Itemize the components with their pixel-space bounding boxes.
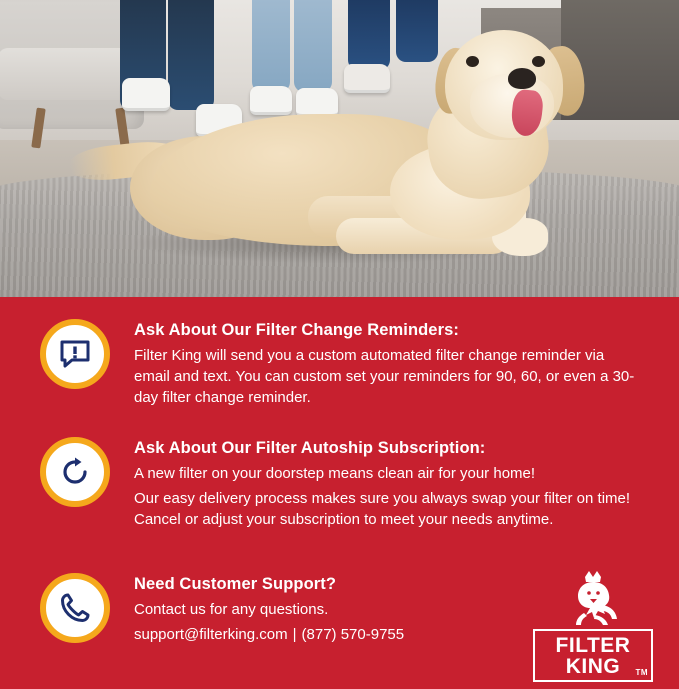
support-phone-link[interactable]: (877) 570-9755 xyxy=(301,626,405,644)
lion-crown-icon xyxy=(562,569,624,627)
logo-line-1: FILTER xyxy=(555,634,631,657)
brand-logo xyxy=(533,569,653,682)
section-paragraph: Contact us for any questions. xyxy=(134,600,329,618)
sofa-cushion xyxy=(0,48,138,100)
refresh-cycle-icon xyxy=(40,437,110,507)
logo-wordmark xyxy=(533,629,653,682)
chat-alert-icon xyxy=(40,319,110,389)
logo-line-2: KING xyxy=(565,655,621,678)
logo-trademark: TM xyxy=(635,668,648,677)
section-heading: Ask About Our Filter Autoship Subscription: xyxy=(134,439,486,457)
section-filter-autoship-subscription xyxy=(40,437,640,531)
contact-separator: | xyxy=(292,626,297,644)
section-text xyxy=(134,437,640,531)
section-heading: Ask About Our Filter Change Reminders: xyxy=(134,321,459,339)
section-text xyxy=(134,319,640,409)
section-paragraph: Our easy delivery process makes sure you always swap your filter on time! Cancel or adjust your subscription to meet your needs anytime. xyxy=(134,490,631,529)
info-panel xyxy=(0,297,679,689)
section-paragraph: A new filter on your doorstep means clean air for your home! xyxy=(134,464,536,482)
phone-icon xyxy=(40,573,110,643)
dog-eye xyxy=(532,56,545,67)
section-paragraph: Filter King will send you a custom automated filter change reminder via email and text. You can custom set your reminders for 90, 60, or even a 30-day filter change reminder. xyxy=(134,346,635,407)
dog-nose xyxy=(508,68,536,89)
section-heading: Need Customer Support? xyxy=(134,575,337,593)
support-email-link[interactable]: support@filterking.com xyxy=(134,626,288,644)
hero-photo xyxy=(0,0,679,297)
golden-retriever-dog xyxy=(140,18,660,297)
dog-eye xyxy=(466,56,479,67)
section-filter-change-reminders xyxy=(40,319,640,409)
